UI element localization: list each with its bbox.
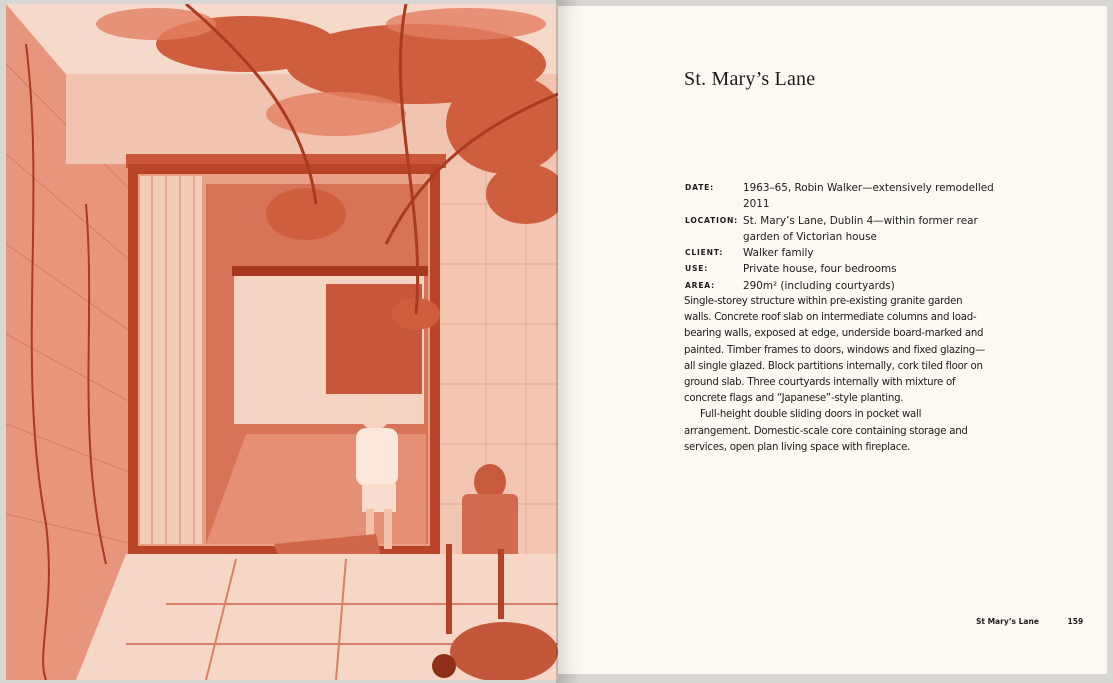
- paragraph: Full-height double sliding doors in pocket wall arrangement. Domestic-scale core containing storage and services, open plan living space with fireplace.: [684, 409, 968, 453]
- fact-row-date: [685, 180, 995, 213]
- fact-row-area: [685, 278, 995, 294]
- fact-label: CLIENT:: [685, 248, 724, 258]
- fact-label: AREA:: [685, 280, 715, 290]
- courtyard-photo: [6, 4, 558, 680]
- fact-label: DATE:: [685, 183, 714, 192]
- fact-label: LOCATION:: [685, 215, 738, 225]
- fact-row-client: [685, 245, 995, 261]
- fact-value: Private house, four bedrooms: [743, 263, 897, 276]
- fact-sheet: [685, 180, 995, 294]
- fact-row-use: [685, 261, 995, 277]
- running-head: St Mary’s Lane: [976, 617, 1039, 626]
- page-footer: [976, 617, 1083, 626]
- right-page: [558, 6, 1107, 674]
- fact-value: 290m² (including courtyards): [743, 279, 895, 292]
- fact-row-location: [685, 213, 995, 246]
- fact-value: Walker family: [743, 247, 814, 260]
- page-number: 159: [1067, 617, 1084, 626]
- page-title: St. Mary’s Lane: [684, 68, 816, 90]
- paragraph: Single-storey structure within pre-existing granite garden walls. Concrete roof slab on intermediate columns and load-bearing walls, exposed at edge, underside board-marked and painted. Timber frames to doors, windows and fixed glazing—all single glazed. Block partitions internally, cork tiled floor on ground slab. Three courtyards internally with mixture of concrete flags and “Japanese”-style planting.: [684, 296, 985, 405]
- fact-value: 1963–65, Robin Walker—extensively remodelled 2011: [743, 182, 994, 211]
- fact-value: St. Mary’s Lane, Dublin 4—within former rear garden of Victorian house: [743, 214, 978, 243]
- fact-label: USE:: [685, 264, 709, 274]
- description-text: [684, 294, 988, 456]
- left-page-photograph: [6, 4, 558, 680]
